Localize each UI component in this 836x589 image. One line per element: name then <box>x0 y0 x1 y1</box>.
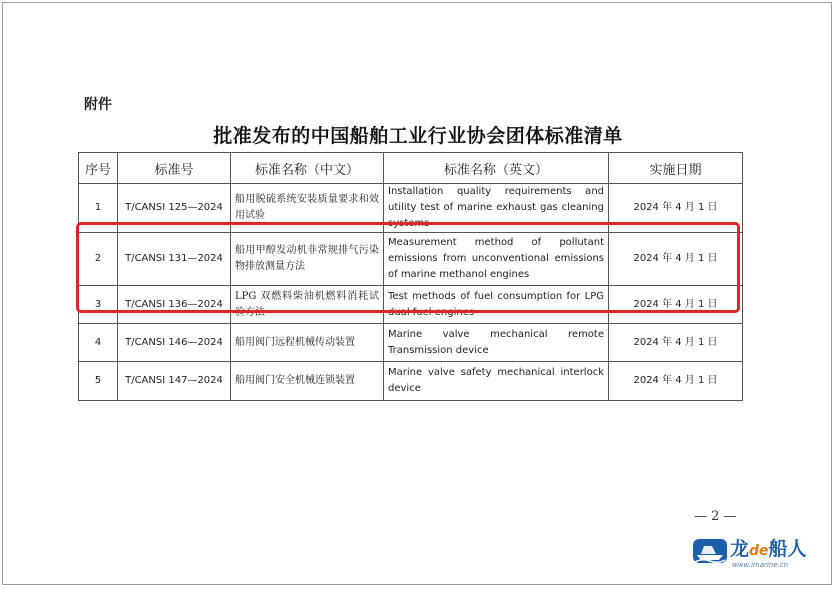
row-date: 2024 年 4 月 1 日 <box>609 286 743 324</box>
row-code: T/CANSI 125—2024 <box>118 184 231 233</box>
header-seq: 序号 <box>79 153 118 184</box>
header-name-en: 标准名称（英文） <box>384 153 609 184</box>
row-seq: 2 <box>79 233 118 286</box>
row-name-en: Test methods of fuel consumption for LPG dual fuel engines <box>384 286 609 324</box>
watermark-logo <box>692 534 820 574</box>
header-name-cn: 标准名称（中文） <box>231 153 384 184</box>
document-title: 批准发布的中国船舶工业行业协会团体标准清单 <box>213 125 623 147</box>
row-seq: 3 <box>79 286 118 324</box>
brand-part3: 船人 <box>768 538 807 560</box>
table-row <box>79 362 743 401</box>
attachment-label: 附件 <box>84 97 112 113</box>
row-name-en: Marine valve mechanical remote Transmission device <box>384 324 609 362</box>
table-header-row <box>79 153 743 184</box>
highlight-box <box>76 222 740 313</box>
page-number: — 2 — <box>694 509 737 524</box>
row-code: T/CANSI 147—2024 <box>118 362 231 401</box>
row-code: T/CANSI 136—2024 <box>118 286 231 324</box>
brand-part1: 龙 <box>730 538 750 560</box>
row-date: 2024 年 4 月 1 日 <box>609 184 743 233</box>
watermark-brand <box>730 534 807 561</box>
row-name-en: Installation quality requirements and utility test of marine exhaust gas cleaning systems <box>384 184 609 233</box>
row-code: T/CANSI 146—2024 <box>118 324 231 362</box>
header-date: 实施日期 <box>609 153 743 184</box>
header-code: 标准号 <box>118 153 231 184</box>
row-seq: 1 <box>79 184 118 233</box>
row-code: T/CANSI 131—2024 <box>118 233 231 286</box>
row-name-cn: 船用脱硫系统安装质量要求和效用试验 <box>231 184 384 233</box>
row-date: 2024 年 4 月 1 日 <box>609 233 743 286</box>
row-name-cn: 船用甲醇发动机非常规排气污染物排放测量方法 <box>231 233 384 286</box>
row-seq: 5 <box>79 362 118 401</box>
table-row <box>79 324 743 362</box>
row-name-cn: 船用阀门安全机械连锁装置 <box>231 362 384 401</box>
watermark-url: www.imarine.cn <box>732 561 789 569</box>
row-name-en: Marine valve safety mechanical interlock device <box>384 362 609 401</box>
ship-logo-icon <box>692 536 728 566</box>
row-name-en: Measurement method of pollutant emissions from unconventional emissions of marine methanol engines <box>384 233 609 286</box>
row-name-cn: 船用阀门远程机械传动装置 <box>231 324 384 362</box>
row-name-cn: LPG 双燃料柴油机燃料消耗试验方法 <box>231 286 384 324</box>
row-date: 2024 年 4 月 1 日 <box>609 362 743 401</box>
row-date: 2024 年 4 月 1 日 <box>609 324 743 362</box>
row-seq: 4 <box>79 324 118 362</box>
brand-part2: de <box>749 543 769 559</box>
